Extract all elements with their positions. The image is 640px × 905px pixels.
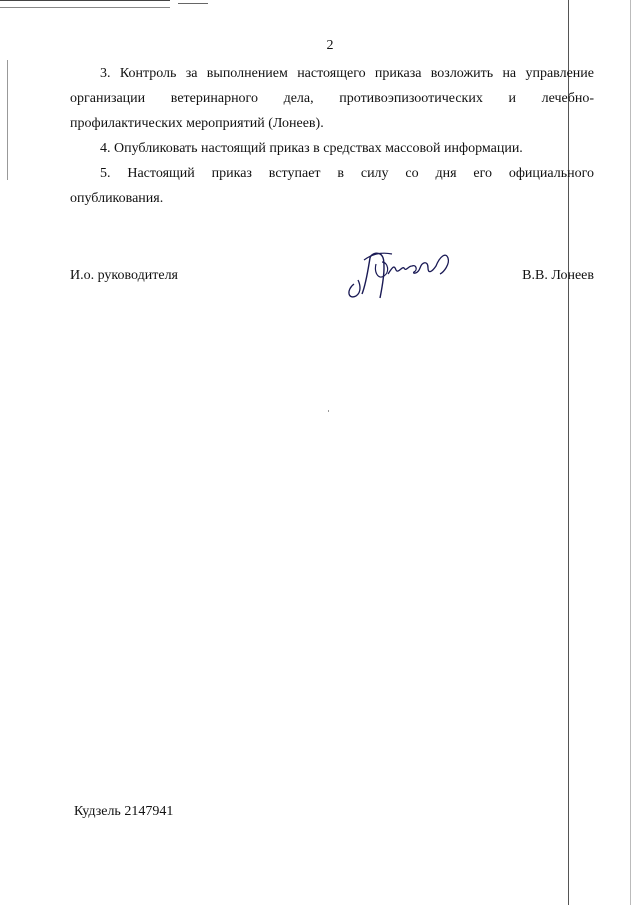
paragraph-3-line-1: 3. Контроль за выполнением настоящего приказа возложить на управление (100, 66, 594, 81)
paragraph-4 (70, 136, 594, 161)
signature-loop (349, 280, 360, 297)
scan-edge-right (630, 0, 631, 905)
signature-stroke-p (362, 253, 384, 298)
page-number: 2 (326, 38, 334, 53)
paragraph-4-line-1: 4. Опубликовать настоящий приказ в средствах массовой информации. (100, 141, 523, 156)
signature-stroke-neev (388, 255, 448, 274)
scan-edge-top (0, 0, 170, 8)
handwritten-signature (340, 244, 460, 308)
scan-speck (328, 410, 329, 412)
paragraph-5-line-2: опубликования. (70, 191, 164, 206)
paragraph-3-line-3: профилактических мероприятий (Лонеев). (70, 116, 324, 131)
signature-stroke-bar (364, 253, 392, 260)
scan-edge-left (7, 60, 8, 180)
signature-row (70, 268, 594, 292)
paragraph-3 (70, 61, 594, 136)
paragraph-5 (70, 161, 594, 211)
signer-title: И.о. руководителя (70, 268, 179, 283)
signer-name: В.В. Лонеев (522, 268, 594, 283)
signature-stroke-o (375, 262, 387, 277)
scan-edge-top-fragment (178, 0, 208, 4)
paragraph-3-line-2: организации ветеринарного дела, противоэпизоотических и лечебно- (70, 91, 594, 106)
paragraph-5-line-1: 5. Настоящий приказ вступает в силу со дня его официального (100, 166, 594, 181)
executor-note: Кудзель 2147941 (74, 804, 174, 819)
